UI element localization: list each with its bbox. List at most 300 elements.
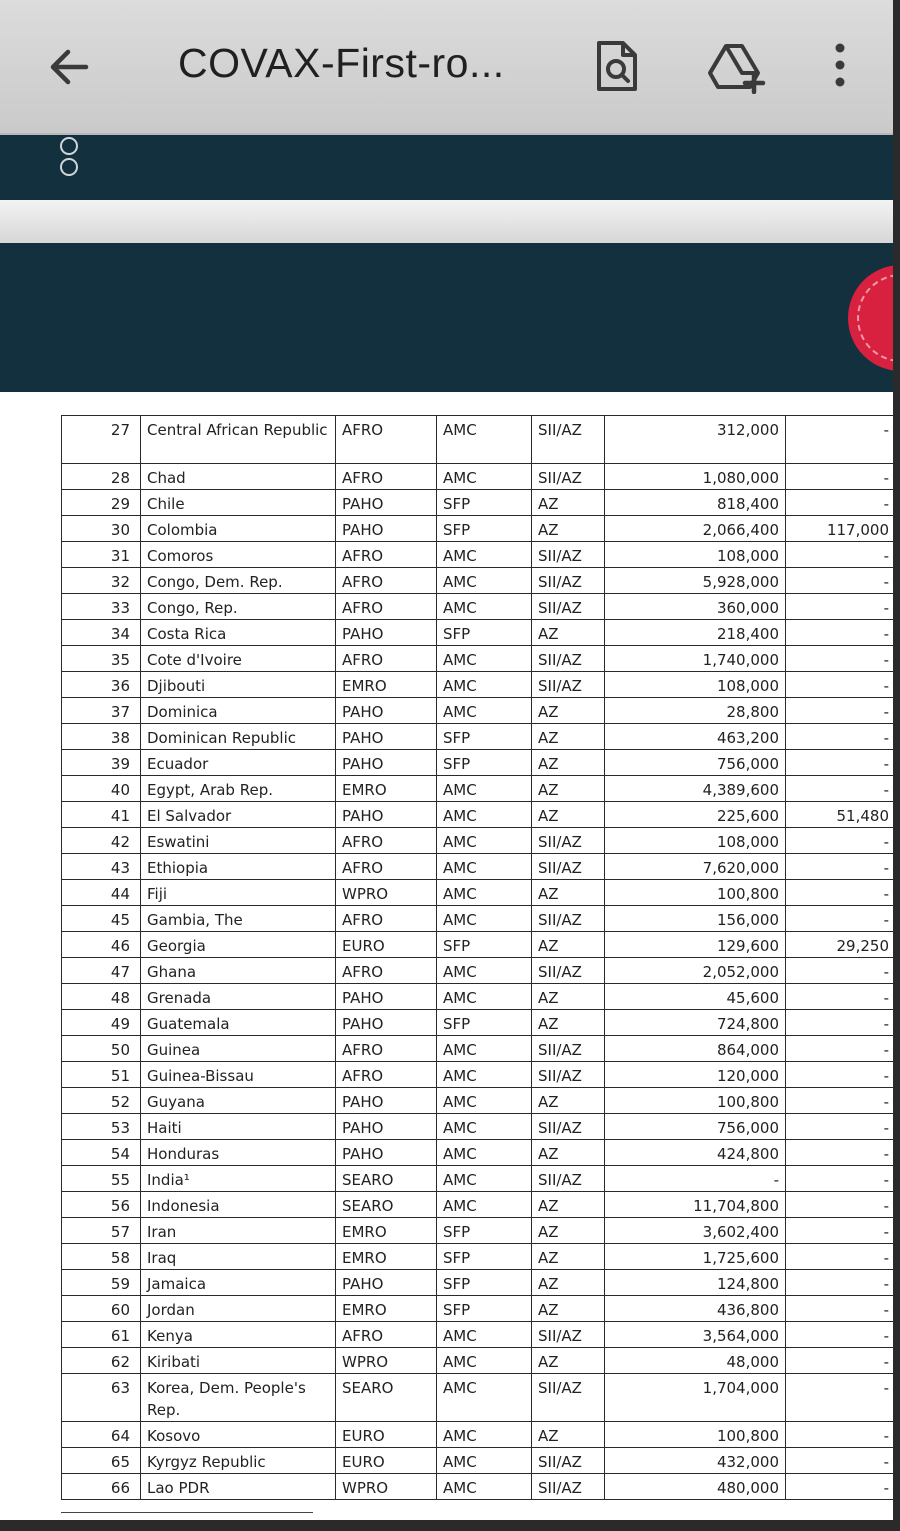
- cell-type: AMC: [437, 1192, 532, 1218]
- cell-vaccine: SII/AZ: [532, 568, 605, 594]
- cell-no: 40: [62, 776, 141, 802]
- cell-extra: -: [786, 1010, 894, 1036]
- cell-type: AMC: [437, 1348, 532, 1374]
- cell-doses: 360,000: [605, 594, 786, 620]
- cell-country: Jamaica: [141, 1270, 336, 1296]
- cell-no: 43: [62, 854, 141, 880]
- cell-region: PAHO: [336, 1270, 437, 1296]
- cell-doses: 129,600: [605, 932, 786, 958]
- cell-country: Guinea: [141, 1036, 336, 1062]
- cell-region: AFRO: [336, 646, 437, 672]
- table-row: [62, 1296, 894, 1322]
- cell-region: PAHO: [336, 802, 437, 828]
- document-title: COVAX-First-ro...: [178, 40, 505, 86]
- cell-doses: 463,200: [605, 724, 786, 750]
- cell-doses: 1,740,000: [605, 646, 786, 672]
- cell-doses: 108,000: [605, 542, 786, 568]
- cell-no: 52: [62, 1088, 141, 1114]
- cell-no: 51: [62, 1062, 141, 1088]
- cell-extra: -: [786, 880, 894, 906]
- cell-vaccine: SII/AZ: [532, 1166, 605, 1192]
- cell-no: 31: [62, 542, 141, 568]
- cell-no: 60: [62, 1296, 141, 1322]
- cell-extra: -: [786, 646, 894, 672]
- table-row: [62, 880, 894, 906]
- cell-region: PAHO: [336, 698, 437, 724]
- cell-extra: 29,250: [786, 932, 894, 958]
- table-row: [62, 1448, 894, 1474]
- cell-no: 59: [62, 1270, 141, 1296]
- cell-vaccine: SII/AZ: [532, 542, 605, 568]
- cell-no: 49: [62, 1010, 141, 1036]
- cell-extra: -: [786, 854, 894, 880]
- cell-no: 41: [62, 802, 141, 828]
- table-row: [62, 542, 894, 568]
- table-row: [62, 776, 894, 802]
- cell-vaccine: AZ: [532, 984, 605, 1010]
- more-vertical-icon: [820, 38, 860, 94]
- cell-vaccine: AZ: [532, 698, 605, 724]
- app-toolbar: [0, 0, 893, 135]
- cell-extra: -: [786, 594, 894, 620]
- table-row: [62, 1036, 894, 1062]
- cell-type: AMC: [437, 854, 532, 880]
- cell-no: 36: [62, 672, 141, 698]
- cell-country: Ghana: [141, 958, 336, 984]
- back-button[interactable]: [44, 40, 98, 94]
- table-row: [62, 516, 894, 542]
- cell-doses: 124,800: [605, 1270, 786, 1296]
- cell-type: SFP: [437, 1010, 532, 1036]
- cell-extra: -: [786, 1474, 894, 1500]
- cell-no: 47: [62, 958, 141, 984]
- cell-country: Haiti: [141, 1114, 336, 1140]
- cell-no: 46: [62, 932, 141, 958]
- cell-doses: 1,080,000: [605, 464, 786, 490]
- cell-vaccine: AZ: [532, 1296, 605, 1322]
- cell-no: 30: [62, 516, 141, 542]
- search-in-document-button[interactable]: [590, 38, 644, 94]
- cell-type: AMC: [437, 828, 532, 854]
- cell-extra: -: [786, 698, 894, 724]
- cell-extra: -: [786, 750, 894, 776]
- cell-extra: -: [786, 464, 894, 490]
- cell-vaccine: AZ: [532, 1218, 605, 1244]
- cell-region: PAHO: [336, 724, 437, 750]
- cell-type: AMC: [437, 1062, 532, 1088]
- cell-type: AMC: [437, 1088, 532, 1114]
- cell-no: 61: [62, 1322, 141, 1348]
- cell-doses: 108,000: [605, 828, 786, 854]
- cell-region: EMRO: [336, 1296, 437, 1322]
- cell-country: Indonesia: [141, 1192, 336, 1218]
- cell-extra: -: [786, 1422, 894, 1448]
- cell-region: PAHO: [336, 984, 437, 1010]
- cell-vaccine: AZ: [532, 1270, 605, 1296]
- cell-vaccine: SII/AZ: [532, 1036, 605, 1062]
- cell-doses: 11,704,800: [605, 1192, 786, 1218]
- cell-no: 35: [62, 646, 141, 672]
- cell-extra: -: [786, 416, 894, 464]
- cell-doses: 3,602,400: [605, 1218, 786, 1244]
- cell-type: AMC: [437, 542, 532, 568]
- cell-region: AFRO: [336, 1322, 437, 1348]
- cell-doses: 100,800: [605, 880, 786, 906]
- table-row: [62, 416, 894, 464]
- cell-region: EMRO: [336, 1244, 437, 1270]
- cell-region: EMRO: [336, 672, 437, 698]
- cell-region: PAHO: [336, 1114, 437, 1140]
- cell-vaccine: AZ: [532, 1348, 605, 1374]
- cell-extra: -: [786, 1218, 894, 1244]
- cell-type: AMC: [437, 1374, 532, 1422]
- table-row: [62, 698, 894, 724]
- cell-country: Central African Republic: [141, 416, 336, 464]
- cell-no: 62: [62, 1348, 141, 1374]
- footnote-rule: [61, 1512, 313, 1513]
- cell-extra: -: [786, 1448, 894, 1474]
- cell-doses: 100,800: [605, 1422, 786, 1448]
- table-row: [62, 1218, 894, 1244]
- cell-doses: 480,000: [605, 1474, 786, 1500]
- cell-no: 44: [62, 880, 141, 906]
- table-row: [62, 802, 894, 828]
- cell-country: Ethiopia: [141, 854, 336, 880]
- cell-vaccine: SII/AZ: [532, 854, 605, 880]
- cell-country: Cote d'Ivoire: [141, 646, 336, 672]
- cell-region: WPRO: [336, 880, 437, 906]
- cell-vaccine: SII/AZ: [532, 1062, 605, 1088]
- cell-country: Dominican Republic: [141, 724, 336, 750]
- cell-type: AMC: [437, 1422, 532, 1448]
- allocation-table: [61, 415, 893, 1500]
- cell-no: 55: [62, 1166, 141, 1192]
- cell-no: 39: [62, 750, 141, 776]
- cell-doses: 48,000: [605, 1348, 786, 1374]
- table-row: [62, 906, 894, 932]
- cell-type: SFP: [437, 1296, 532, 1322]
- cell-type: SFP: [437, 750, 532, 776]
- cell-country: Eswatini: [141, 828, 336, 854]
- cell-region: EMRO: [336, 1218, 437, 1244]
- table-row: [62, 724, 894, 750]
- cell-type: SFP: [437, 724, 532, 750]
- table-row: [62, 932, 894, 958]
- cell-region: AFRO: [336, 1062, 437, 1088]
- table-row: [62, 1474, 894, 1500]
- cell-vaccine: AZ: [532, 1010, 605, 1036]
- cell-region: WPRO: [336, 1348, 437, 1374]
- cell-vaccine: AZ: [532, 880, 605, 906]
- cell-no: 58: [62, 1244, 141, 1270]
- cell-type: AMC: [437, 906, 532, 932]
- add-to-drive-button[interactable]: [706, 38, 768, 94]
- cell-no: 34: [62, 620, 141, 646]
- cell-type: AMC: [437, 880, 532, 906]
- cell-doses: 2,066,400: [605, 516, 786, 542]
- cell-type: AMC: [437, 776, 532, 802]
- cell-region: PAHO: [336, 490, 437, 516]
- cell-type: AMC: [437, 698, 532, 724]
- cell-region: AFRO: [336, 568, 437, 594]
- table-row: [62, 1192, 894, 1218]
- cell-doses: 756,000: [605, 1114, 786, 1140]
- page-header-band: [0, 135, 893, 200]
- cell-region: SEARO: [336, 1166, 437, 1192]
- cell-region: AFRO: [336, 854, 437, 880]
- cell-doses: 218,400: [605, 620, 786, 646]
- cell-country: Georgia: [141, 932, 336, 958]
- cell-vaccine: SII/AZ: [532, 1114, 605, 1140]
- drive-add-icon: [706, 38, 768, 94]
- document-search-icon: [590, 38, 644, 94]
- cell-vaccine: AZ: [532, 516, 605, 542]
- cell-doses: 7,620,000: [605, 854, 786, 880]
- cell-vaccine: AZ: [532, 490, 605, 516]
- cell-vaccine: AZ: [532, 1422, 605, 1448]
- cell-region: PAHO: [336, 750, 437, 776]
- cell-country: Colombia: [141, 516, 336, 542]
- table-row: [62, 1322, 894, 1348]
- cell-region: SEARO: [336, 1374, 437, 1422]
- table-row: [62, 1010, 894, 1036]
- cell-no: 45: [62, 906, 141, 932]
- cell-region: PAHO: [336, 1140, 437, 1166]
- cell-country: Costa Rica: [141, 620, 336, 646]
- cell-type: AMC: [437, 984, 532, 1010]
- cell-doses: 756,000: [605, 750, 786, 776]
- table-row: [62, 1244, 894, 1270]
- cell-extra: -: [786, 1088, 894, 1114]
- cell-extra: -: [786, 490, 894, 516]
- cell-type: AMC: [437, 1036, 532, 1062]
- cell-extra: -: [786, 542, 894, 568]
- cell-country: Korea, Dem. People's Rep.: [141, 1374, 336, 1422]
- cell-extra: -: [786, 568, 894, 594]
- cell-region: EURO: [336, 932, 437, 958]
- table-row: [62, 1348, 894, 1374]
- cell-doses: 724,800: [605, 1010, 786, 1036]
- cell-type: SFP: [437, 516, 532, 542]
- cell-vaccine: SII/AZ: [532, 958, 605, 984]
- cell-doses: 3,564,000: [605, 1322, 786, 1348]
- table-row: [62, 1114, 894, 1140]
- table-row: [62, 1374, 894, 1422]
- cell-type: AMC: [437, 802, 532, 828]
- cell-region: AFRO: [336, 464, 437, 490]
- table-row: [62, 1140, 894, 1166]
- cell-country: Kenya: [141, 1322, 336, 1348]
- cell-country: Iraq: [141, 1244, 336, 1270]
- cell-vaccine: SII/AZ: [532, 1374, 605, 1422]
- cell-vaccine: AZ: [532, 750, 605, 776]
- cell-vaccine: AZ: [532, 802, 605, 828]
- cell-doses: 864,000: [605, 1036, 786, 1062]
- cell-no: 42: [62, 828, 141, 854]
- cell-country: Gambia, The: [141, 906, 336, 932]
- table-row: [62, 828, 894, 854]
- table-row: [62, 750, 894, 776]
- cell-extra: -: [786, 958, 894, 984]
- cell-extra: -: [786, 1374, 894, 1422]
- table-row: [62, 958, 894, 984]
- cell-type: AMC: [437, 1166, 532, 1192]
- table-row: [62, 620, 894, 646]
- cell-region: PAHO: [336, 620, 437, 646]
- table-row: [62, 1166, 894, 1192]
- cell-country: India¹: [141, 1166, 336, 1192]
- cell-region: AFRO: [336, 958, 437, 984]
- cell-country: Guyana: [141, 1088, 336, 1114]
- cell-extra: -: [786, 1114, 894, 1140]
- cell-no: 53: [62, 1114, 141, 1140]
- cell-doses: 45,600: [605, 984, 786, 1010]
- cell-country: Fiji: [141, 880, 336, 906]
- cell-doses: 432,000: [605, 1448, 786, 1474]
- table-row: [62, 984, 894, 1010]
- cell-vaccine: AZ: [532, 776, 605, 802]
- cell-type: AMC: [437, 672, 532, 698]
- cell-vaccine: SII/AZ: [532, 1474, 605, 1500]
- cell-country: Kiribati: [141, 1348, 336, 1374]
- cell-region: EMRO: [336, 776, 437, 802]
- cell-country: Guatemala: [141, 1010, 336, 1036]
- table-row: [62, 1062, 894, 1088]
- seal-graphic: [848, 265, 893, 371]
- cell-country: Lao PDR: [141, 1474, 336, 1500]
- cell-extra: -: [786, 1062, 894, 1088]
- cell-no: 27: [62, 416, 141, 464]
- cc-logo-icon: [60, 137, 78, 179]
- table-row: [62, 1088, 894, 1114]
- cell-no: 37: [62, 698, 141, 724]
- cell-type: AMC: [437, 568, 532, 594]
- table-row: [62, 568, 894, 594]
- cell-country: Congo, Rep.: [141, 594, 336, 620]
- cell-vaccine: SII/AZ: [532, 906, 605, 932]
- cell-country: Egypt, Arab Rep.: [141, 776, 336, 802]
- cell-no: 48: [62, 984, 141, 1010]
- cell-no: 63: [62, 1374, 141, 1422]
- cell-vaccine: SII/AZ: [532, 672, 605, 698]
- cell-type: AMC: [437, 1322, 532, 1348]
- cell-vaccine: AZ: [532, 932, 605, 958]
- cell-no: 50: [62, 1036, 141, 1062]
- cell-vaccine: SII/AZ: [532, 1448, 605, 1474]
- cell-country: Iran: [141, 1218, 336, 1244]
- page-gap: [0, 200, 893, 243]
- cell-country: Chad: [141, 464, 336, 490]
- cell-region: AFRO: [336, 416, 437, 464]
- cell-vaccine: SII/AZ: [532, 594, 605, 620]
- table-row: [62, 646, 894, 672]
- cell-extra: 117,000: [786, 516, 894, 542]
- cell-extra: -: [786, 1166, 894, 1192]
- cell-country: Kyrgyz Republic: [141, 1448, 336, 1474]
- cell-vaccine: SII/AZ: [532, 416, 605, 464]
- cell-vaccine: AZ: [532, 1192, 605, 1218]
- cell-region: EURO: [336, 1448, 437, 1474]
- table-row: [62, 490, 894, 516]
- cell-country: Comoros: [141, 542, 336, 568]
- cell-vaccine: SII/AZ: [532, 464, 605, 490]
- cell-type: AMC: [437, 958, 532, 984]
- cell-doses: 436,800: [605, 1296, 786, 1322]
- cell-extra: -: [786, 828, 894, 854]
- table-row: [62, 672, 894, 698]
- cell-country: Ecuador: [141, 750, 336, 776]
- cell-doses: 5,928,000: [605, 568, 786, 594]
- cell-doses: 4,389,600: [605, 776, 786, 802]
- table-row: [62, 854, 894, 880]
- cell-region: PAHO: [336, 516, 437, 542]
- cell-extra: -: [786, 1270, 894, 1296]
- cell-type: AMC: [437, 464, 532, 490]
- cell-country: Grenada: [141, 984, 336, 1010]
- cell-country: Honduras: [141, 1140, 336, 1166]
- cell-vaccine: SII/AZ: [532, 828, 605, 854]
- cell-extra: -: [786, 672, 894, 698]
- cell-no: 32: [62, 568, 141, 594]
- page-banner-band: [0, 243, 893, 392]
- cell-type: SFP: [437, 620, 532, 646]
- cell-doses: 28,800: [605, 698, 786, 724]
- cell-no: 38: [62, 724, 141, 750]
- cell-extra: -: [786, 620, 894, 646]
- cell-region: EURO: [336, 1422, 437, 1448]
- cell-region: PAHO: [336, 1088, 437, 1114]
- arrow-left-icon: [44, 40, 98, 94]
- cell-type: SFP: [437, 1270, 532, 1296]
- more-options-button[interactable]: [820, 38, 860, 94]
- cell-region: AFRO: [336, 828, 437, 854]
- cell-no: 29: [62, 490, 141, 516]
- cell-country: Guinea-Bissau: [141, 1062, 336, 1088]
- cell-extra: -: [786, 724, 894, 750]
- cell-country: El Salvador: [141, 802, 336, 828]
- table-row: [62, 464, 894, 490]
- cell-country: Dominica: [141, 698, 336, 724]
- cell-vaccine: AZ: [532, 1088, 605, 1114]
- cell-extra: -: [786, 776, 894, 802]
- cell-no: 57: [62, 1218, 141, 1244]
- cell-region: AFRO: [336, 906, 437, 932]
- table-row: [62, 1422, 894, 1448]
- cell-vaccine: AZ: [532, 1140, 605, 1166]
- cell-country: Djibouti: [141, 672, 336, 698]
- cell-doses: 424,800: [605, 1140, 786, 1166]
- cell-type: AMC: [437, 1140, 532, 1166]
- cell-doses: 312,000: [605, 416, 786, 464]
- table-row: [62, 1270, 894, 1296]
- cell-doses: -: [605, 1166, 786, 1192]
- cell-doses: 1,725,600: [605, 1244, 786, 1270]
- cell-country: Chile: [141, 490, 336, 516]
- cell-vaccine: SII/AZ: [532, 646, 605, 672]
- cell-doses: 225,600: [605, 802, 786, 828]
- cell-vaccine: SII/AZ: [532, 1322, 605, 1348]
- cell-region: AFRO: [336, 542, 437, 568]
- cell-extra: -: [786, 1140, 894, 1166]
- cell-region: WPRO: [336, 1474, 437, 1500]
- cell-region: AFRO: [336, 594, 437, 620]
- cell-vaccine: AZ: [532, 724, 605, 750]
- cell-no: 54: [62, 1140, 141, 1166]
- cell-region: AFRO: [336, 1036, 437, 1062]
- cell-type: SFP: [437, 490, 532, 516]
- cell-country: Kosovo: [141, 1422, 336, 1448]
- cell-doses: 120,000: [605, 1062, 786, 1088]
